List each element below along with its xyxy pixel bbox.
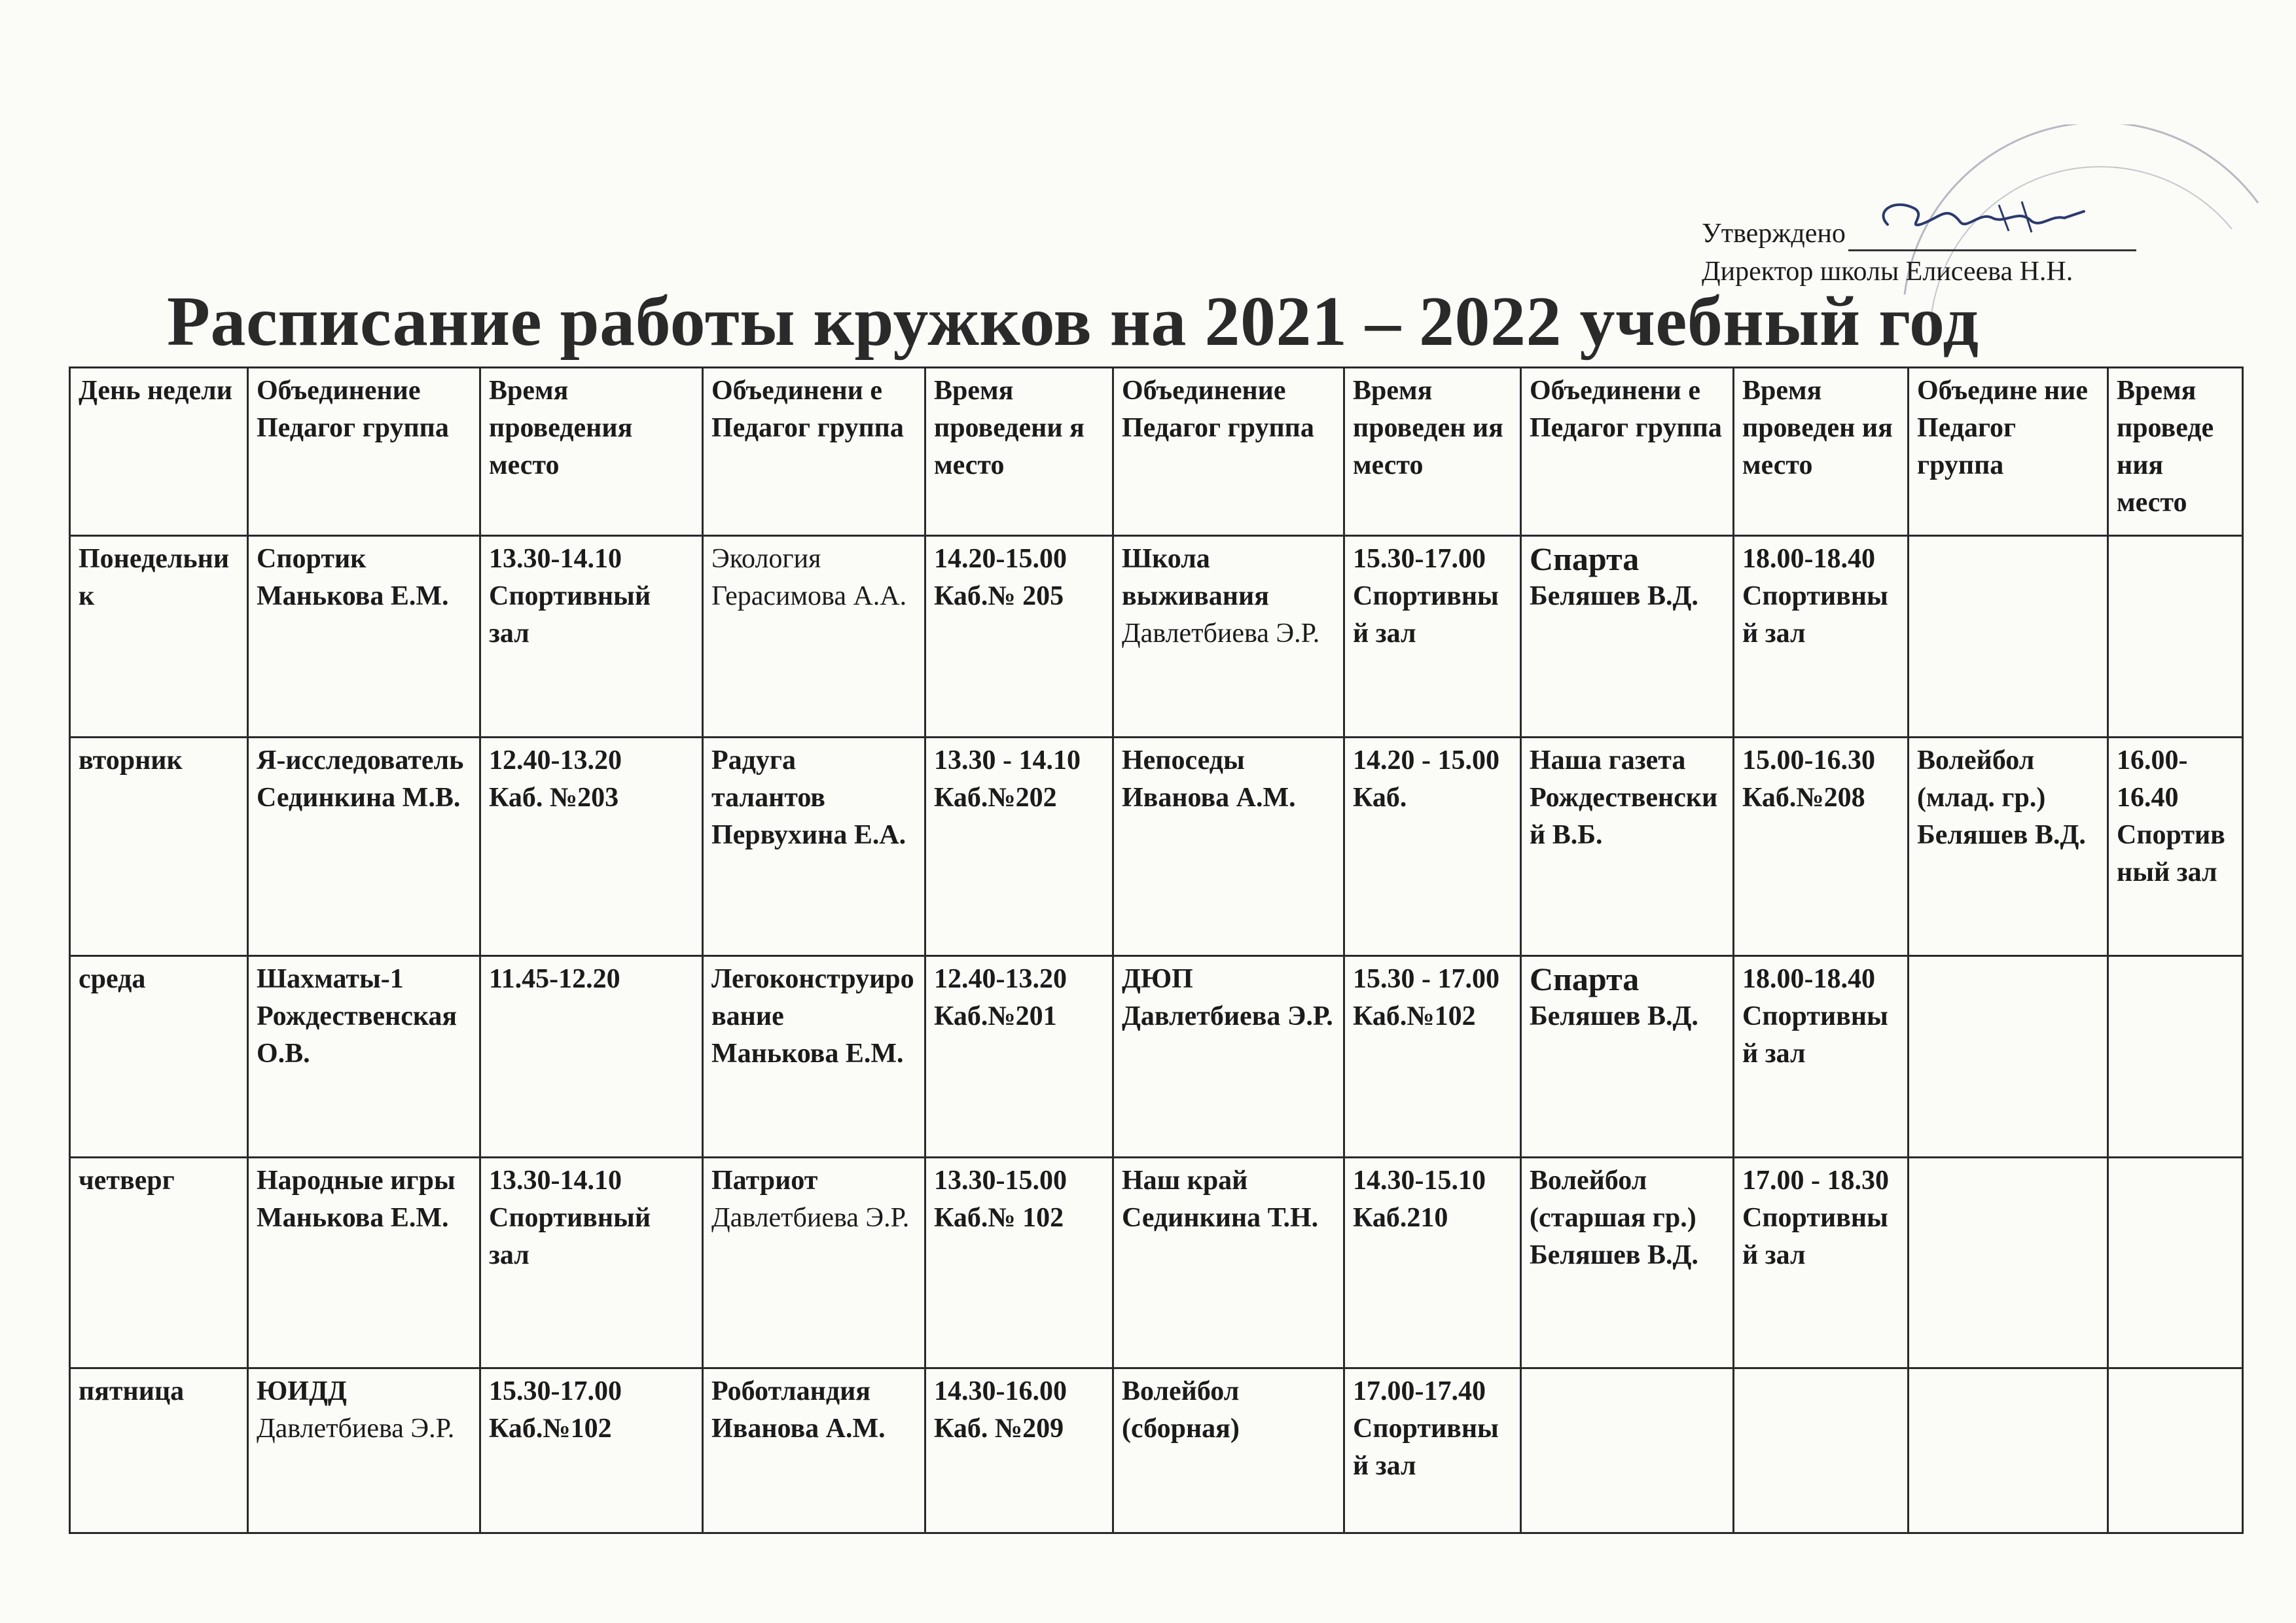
time: 15.30 - 17.00 xyxy=(1353,964,1499,994)
day-cell: среда xyxy=(70,956,248,1158)
schedule-table xyxy=(69,366,2244,1534)
time-cell xyxy=(1734,1158,1909,1368)
club-name: ДЮП xyxy=(1122,964,1193,994)
club-name: Легоконструирование xyxy=(711,964,914,1031)
place: Каб. №203 xyxy=(489,783,619,813)
time-cell xyxy=(1344,1368,1521,1533)
header-cell: День недели xyxy=(70,368,248,536)
club-name: Спарта xyxy=(1530,541,1640,577)
teacher-name: Иванова А.М. xyxy=(1122,783,1296,813)
time: 13.30-14.10 xyxy=(489,1166,622,1196)
time-cell xyxy=(1344,1158,1521,1368)
time: 13.30-14.10 xyxy=(489,544,622,574)
club-cell xyxy=(248,1368,480,1533)
table-row xyxy=(70,1368,2243,1533)
place: Спортивный зал xyxy=(489,1203,651,1270)
teacher-name: Давлетбиева Э.Р. xyxy=(257,1414,455,1444)
day-cell: вторник xyxy=(70,738,248,956)
club-cell xyxy=(703,1368,925,1533)
time-cell xyxy=(480,1158,703,1368)
club-cell xyxy=(248,1158,480,1368)
page-title: Расписание работы кружков на 2021 – 2022 учебный год xyxy=(167,283,1979,361)
empty-cell xyxy=(1521,1368,1734,1533)
teacher-name: Давлетбиева Э.Р. xyxy=(711,1203,910,1233)
club-name: Наша газета xyxy=(1530,745,1686,776)
club-cell xyxy=(1521,536,1734,738)
place: Каб.№ 102 xyxy=(934,1203,1064,1233)
day-cell: четверг xyxy=(70,1158,248,1368)
header-cell: Объединени е Педагог группа xyxy=(703,368,925,536)
place: Спортивный зал xyxy=(1742,581,1888,649)
teacher-name: Сединкина М.В. xyxy=(257,783,461,813)
empty-cell xyxy=(1909,536,2108,738)
club-name: Волейбол (старшая гр.) xyxy=(1530,1166,1696,1233)
place: Каб.210 xyxy=(1353,1203,1448,1233)
club-name: Волейбол (млад. гр.) xyxy=(1917,745,2046,813)
place: Каб.№102 xyxy=(1353,1001,1476,1031)
place: Каб. №209 xyxy=(934,1414,1064,1444)
place: Каб.№208 xyxy=(1742,783,1865,813)
club-name: Непоседы xyxy=(1122,745,1245,776)
club-name: Роботландия xyxy=(711,1376,871,1406)
teacher-name: Беляшев В.Д. xyxy=(1917,820,2086,850)
empty-cell xyxy=(2108,536,2243,738)
time-cell xyxy=(480,1368,703,1533)
time: 13.30-15.00 xyxy=(934,1166,1067,1196)
time: 11.45-12.20 xyxy=(489,964,620,994)
teacher-name: Беляшев В.Д. xyxy=(1530,581,1698,611)
club-cell xyxy=(1521,956,1734,1158)
time: 15.30-17.00 xyxy=(1353,544,1486,574)
club-cell xyxy=(1113,1158,1344,1368)
club-cell xyxy=(248,536,480,738)
header-cell: Время проведения место xyxy=(480,368,703,536)
empty-cell xyxy=(1734,1368,1909,1533)
header-cell: Время проведен ия место xyxy=(1344,368,1521,536)
time-cell xyxy=(925,1368,1113,1533)
club-cell xyxy=(703,956,925,1158)
club-cell xyxy=(1521,738,1734,956)
place: Каб.№201 xyxy=(934,1001,1057,1031)
club-cell xyxy=(1113,1368,1344,1533)
day-cell: пятница xyxy=(70,1368,248,1533)
teacher-name: Давлетбиева Э.Р. xyxy=(1122,618,1320,649)
teacher-name: Давлетбиева Э.Р. xyxy=(1122,1001,1333,1031)
empty-cell xyxy=(2108,956,2243,1158)
teacher-name: Манькова Е.М. xyxy=(257,581,449,611)
club-cell xyxy=(703,738,925,956)
club-cell xyxy=(248,956,480,1158)
time: 14.20-15.00 xyxy=(934,544,1067,574)
club-cell xyxy=(1113,738,1344,956)
time-cell xyxy=(1344,536,1521,738)
time: 14.20 - 15.00 xyxy=(1353,745,1499,776)
time-cell xyxy=(1344,956,1521,1158)
table-row xyxy=(70,956,2243,1158)
time-cell xyxy=(1734,956,1909,1158)
place: Спортивный зал xyxy=(489,581,651,649)
club-name: Спортик xyxy=(257,544,367,574)
empty-cell xyxy=(1909,1368,2108,1533)
place: Спортивный зал xyxy=(1742,1001,1888,1069)
time-cell xyxy=(925,956,1113,1158)
teacher-name: Герасимова А.А. xyxy=(711,581,907,611)
empty-cell xyxy=(2108,1158,2243,1368)
time: 12.40-13.20 xyxy=(489,745,622,776)
time: 14.30-15.10 xyxy=(1353,1166,1486,1196)
director-name: Директор школы Елисеева Н.Н. xyxy=(1702,257,2073,287)
teacher-name: Рождественская О.В. xyxy=(257,1001,457,1069)
time: 17.00 - 18.30 xyxy=(1742,1166,1889,1196)
place: Спортивный зал xyxy=(1742,1203,1888,1270)
time-cell xyxy=(925,738,1113,956)
time-cell xyxy=(2108,738,2243,956)
table-row xyxy=(70,1158,2243,1368)
header-cell: Объединени е Педагог группа xyxy=(1521,368,1734,536)
signature-icon xyxy=(1868,192,2117,244)
teacher-name: Сединкина Т.Н. xyxy=(1122,1203,1319,1233)
club-name: Радуга талантов xyxy=(711,745,825,813)
approved-label: Утверждено xyxy=(1702,219,1846,249)
teacher-name: Рождественский В.Б. xyxy=(1530,783,1718,850)
header-cell: Объедине ние Педагог группа xyxy=(1909,368,2108,536)
time-cell xyxy=(480,536,703,738)
club-name: Экология xyxy=(711,544,821,574)
table-row xyxy=(70,738,2243,956)
club-cell xyxy=(1521,1158,1734,1368)
time-cell xyxy=(1734,536,1909,738)
club-name: Народные игры xyxy=(257,1166,456,1196)
club-name: Патриот xyxy=(711,1166,818,1196)
club-name: Я-исследователь xyxy=(257,745,464,776)
empty-cell xyxy=(1909,956,2108,1158)
teacher-name: Манькова Е.М. xyxy=(257,1203,449,1233)
time-cell xyxy=(480,738,703,956)
club-cell xyxy=(1909,738,2108,956)
time: 14.30-16.00 xyxy=(934,1376,1067,1406)
club-cell xyxy=(703,536,925,738)
club-name: Шахматы-1 xyxy=(257,964,404,994)
time-cell xyxy=(480,956,703,1158)
club-name: Школа выживания xyxy=(1122,544,1269,611)
club-name: Наш край xyxy=(1122,1166,1248,1196)
club-cell xyxy=(1113,956,1344,1158)
table-row xyxy=(70,536,2243,738)
time: 18.00-18.40 xyxy=(1742,964,1875,994)
place: Спортивный зал xyxy=(1353,581,1499,649)
club-cell xyxy=(248,738,480,956)
teacher-name: Беляшев В.Д. xyxy=(1530,1001,1698,1031)
club-name: Волейбол (сборная) xyxy=(1122,1376,1240,1444)
teacher-name: Первухина Е.А. xyxy=(711,820,906,850)
place: Каб.№102 xyxy=(489,1414,612,1444)
header-cell: Время проведени я место xyxy=(925,368,1113,536)
teacher-name: Манькова Е.М. xyxy=(711,1039,904,1069)
time-cell xyxy=(1734,738,1909,956)
time-cell xyxy=(925,1158,1113,1368)
signature-line xyxy=(1848,218,2136,251)
time-cell xyxy=(1344,738,1521,956)
empty-cell xyxy=(2108,1368,2243,1533)
empty-cell xyxy=(1909,1158,2108,1368)
club-cell xyxy=(1113,536,1344,738)
approval-block xyxy=(1702,216,2173,289)
place: Каб.№ 205 xyxy=(934,581,1064,611)
time: 13.30 - 14.10 xyxy=(934,745,1081,776)
place: Спортивный зал xyxy=(1353,1414,1499,1481)
time-cell xyxy=(925,536,1113,738)
club-name: ЮИДД xyxy=(257,1376,347,1406)
place: Каб. xyxy=(1353,783,1407,813)
header-cell: Время проведе ния место xyxy=(2108,368,2243,536)
header-cell: Время проведен ия место xyxy=(1734,368,1909,536)
teacher-name: Иванова А.М. xyxy=(711,1414,886,1444)
header-row xyxy=(70,368,2243,536)
time: 12.40-13.20 xyxy=(934,964,1067,994)
header-cell: Объединение Педагог группа xyxy=(1113,368,1344,536)
place: Спортивный зал xyxy=(2117,820,2225,887)
club-cell xyxy=(703,1158,925,1368)
time: 15.00-16.30 xyxy=(1742,745,1875,776)
place: Каб.№202 xyxy=(934,783,1057,813)
time: 16.00-16.40 xyxy=(2117,745,2188,813)
time: 18.00-18.40 xyxy=(1742,544,1875,574)
time: 17.00-17.40 xyxy=(1353,1376,1486,1406)
header-cell: Объединение Педагог группа xyxy=(248,368,480,536)
club-name: Спарта xyxy=(1530,961,1640,997)
teacher-name: Беляшев В.Д. xyxy=(1530,1240,1698,1270)
time: 15.30-17.00 xyxy=(489,1376,622,1406)
day-cell: Понедельник xyxy=(70,536,248,738)
